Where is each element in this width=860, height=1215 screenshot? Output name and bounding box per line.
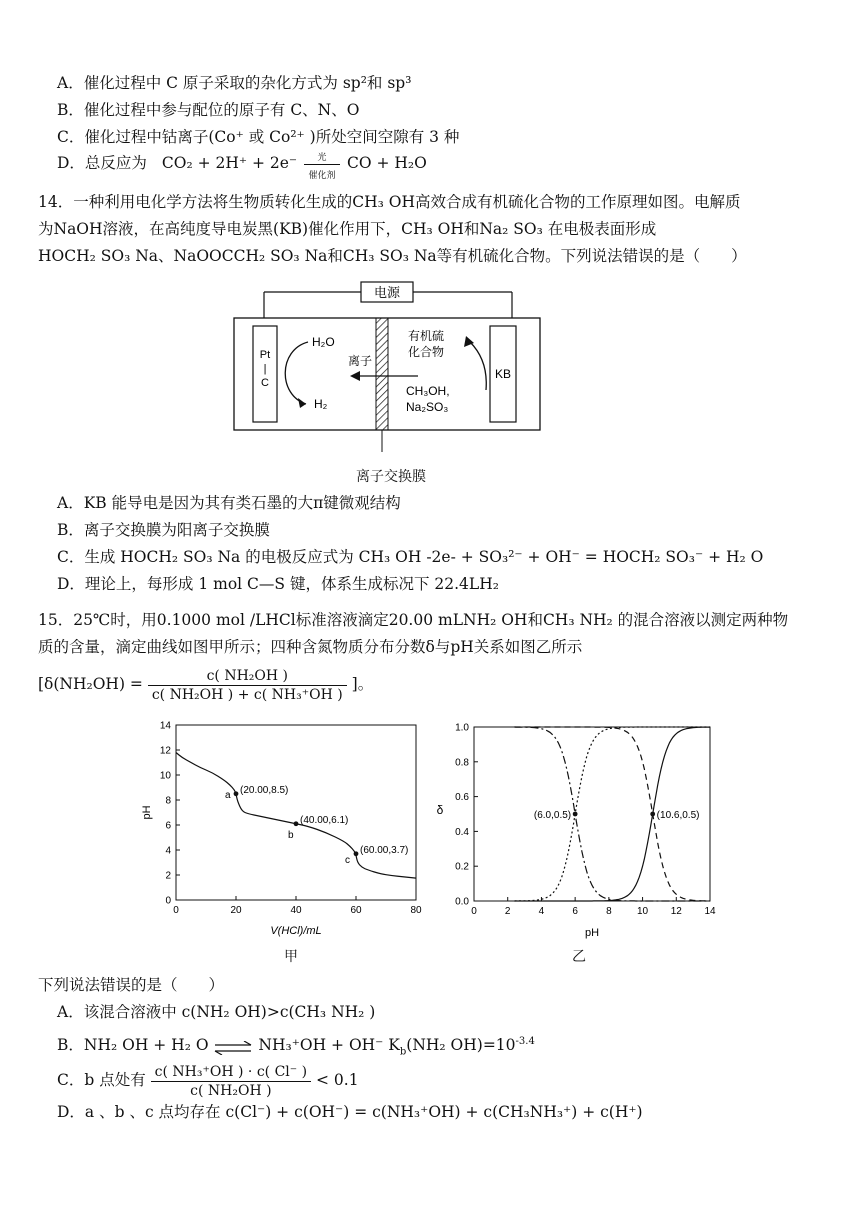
delta-definition <box>38 662 373 706</box>
point-c-label: c <box>345 854 350 866</box>
q15-b-left: B．NH₂ OH + H₂ O <box>57 1036 209 1055</box>
jia-y-tick-label: 0 <box>165 895 171 907</box>
crossing-point-label: (10.6,0.5) <box>656 810 700 821</box>
q15-b-exp: -3.4 <box>515 1036 535 1047</box>
q14-option-d: D．理论上，每形成 1 mol C—S 键，体系生成标况下 22.4LH₂ <box>57 575 499 593</box>
point-a-label: a <box>225 789 231 801</box>
ion-label: 离子 <box>348 354 373 368</box>
q15-c-suffix: < 0.1 <box>316 1071 359 1089</box>
electrode-label-c: C <box>261 377 269 389</box>
point-a <box>234 791 239 796</box>
q13-d-right: CO + H₂O <box>347 154 427 172</box>
point-c <box>354 851 359 856</box>
q15-c-numerator: c( NH₃⁺OH ) · c( Cl⁻ ) <box>151 1063 311 1082</box>
q15-b-tail: (NH₂ OH)=10 <box>406 1036 516 1055</box>
jia-y-tick-label: 12 <box>159 745 171 757</box>
point-c-coords: (60.00,3.7) <box>360 844 409 856</box>
arrow-above-label: 光 <box>317 153 327 163</box>
kb-label: KB <box>494 367 512 381</box>
yi-x-tick-label: 14 <box>704 906 716 917</box>
yi-x-tick-label: 12 <box>670 906 682 917</box>
delta-def-left: [δ(NH₂OH) = <box>38 675 143 693</box>
delta-def-right: ]。 <box>351 675 374 693</box>
q14-option-b: B．离子交换膜为阳离子交换膜 <box>57 521 270 539</box>
reactant-label-2: Na₂SO₃ <box>406 400 449 414</box>
yi-y-axis-label: δ <box>436 803 444 817</box>
q14-stem-line3: HOCH₂ SO₃ Na、NaOOCCH₂ SO₃ Na和CH₃ SO₃ Na等有机硫化合物。下列说法错误的是（ ） <box>38 247 747 265</box>
q15-option-c <box>57 1058 359 1102</box>
power-source-label: 电源 <box>373 285 401 300</box>
point-b-label: b <box>288 829 294 841</box>
distribution-chart <box>430 715 730 945</box>
jia-x-axis-label: V(HCl)/mL <box>270 925 322 937</box>
equilibrium-arrow-icon <box>213 1039 253 1053</box>
q15-option-d: D．a 、b 、c 点均存在 c(Cl⁻) + c(OH⁻) = c(NH₃⁺OH) + c(CH₃NH₃⁺) + c(H⁺) <box>57 1103 643 1121</box>
q13-option-d <box>57 152 427 181</box>
q13-option-b: B．催化过程中参与配位的原子有 C、N、O <box>57 101 360 119</box>
crossing-point <box>650 812 655 817</box>
yi-x-tick-label: 4 <box>538 906 545 917</box>
q14-stem-line1: 14．一种利用电化学方法将生物质转化生成的CH₃ OH高效合成有机硫化合物的工作原理如图。电解质 <box>38 193 741 211</box>
point-a-coords: (20.00,8.5) <box>240 784 289 796</box>
q13-d-left: CO₂ + 2H⁺ + 2e⁻ <box>161 154 298 172</box>
jia-y-tick-label: 10 <box>159 770 171 782</box>
crossing-point-label: (6.0,0.5) <box>533 810 572 821</box>
ion-exchange-membrane <box>376 318 388 430</box>
yi-x-tick-label: 2 <box>504 906 511 917</box>
jia-x-tick-label: 60 <box>350 905 362 916</box>
chart-yi-caption: 乙 <box>572 949 586 965</box>
h2-label: H₂ <box>314 397 328 411</box>
electrode-label-bar: | <box>263 363 267 375</box>
h2o-label: H₂O <box>312 335 335 349</box>
chart-jia-caption: 甲 <box>284 949 298 965</box>
jia-y-tick-label: 8 <box>165 795 171 807</box>
reactant-label-1: CH₃OH, <box>406 384 450 398</box>
q15-option-a: A．该混合溶液中 c(NH₂ OH)>c(CH₃ NH₂ ) <box>57 1003 376 1021</box>
delta-denominator: c( NH₂OH ) + c( NH₃⁺OH ) <box>151 686 343 703</box>
jia-y-tick-label: 6 <box>165 820 171 832</box>
q13-option-a: A．催化过程中 C 原子采取的杂化方式为 sp²和 sp³ <box>57 74 412 92</box>
jia-y-tick-label: 4 <box>165 845 171 857</box>
jia-x-tick-label: 80 <box>410 905 422 916</box>
point-b-coords: (40.00,6.1) <box>300 814 349 826</box>
q15-stem-line2: 质的含量，滴定曲线如图甲所示；四种含氮物质分布分数δ与pH关系如图乙所示 <box>38 638 583 656</box>
jia-x-tick-label: 0 <box>173 905 179 916</box>
q13-d-prefix: D．总反应为 <box>57 154 147 172</box>
electrode-label-pt: Pt <box>259 349 271 361</box>
yi-x-tick-label: 0 <box>471 906 477 917</box>
q15-c-fraction <box>151 1063 311 1100</box>
yi-y-tick-label: 0.0 <box>455 896 469 908</box>
q14-stem-line2: 为NaOH溶液，在高纯度导电炭黑(KB)催化作用下，CH₃ OH和Na₂ SO₃ 在电极表面形成 <box>38 220 657 238</box>
yi-y-tick-label: 0.4 <box>455 826 469 838</box>
q15-stem-line1: 15．25℃时，用0.1000 mol /LHCl标准溶液滴定20.00 mLNH₂ OH和CH₃ NH₂ 的混合溶液以测定两种物 <box>38 611 789 629</box>
jia-y-tick-label: 2 <box>165 870 171 882</box>
yi-y-tick-label: 0.6 <box>455 792 469 804</box>
product-label-2: 化合物 <box>408 345 445 359</box>
yi-x-tick-label: 10 <box>637 906 649 917</box>
jia-y-tick-label: 14 <box>159 720 171 732</box>
jia-x-tick-label: 40 <box>290 905 302 916</box>
yi-y-tick-label: 1.0 <box>455 722 469 734</box>
product-label-1: 有机硫 <box>408 329 445 343</box>
q14-option-c: C．生成 HOCH₂ SO₃ Na 的电极反应式为 CH₃ OH -2e- + SO₃²⁻ + OH⁻ = HOCH₂ SO₃⁻ + H₂ O <box>57 548 764 566</box>
point-b <box>294 821 299 826</box>
q15-c-denominator: c( NH₂OH ) <box>190 1082 272 1099</box>
crossing-point <box>573 812 578 817</box>
q13-option-c: C．催化过程中钴离子(Co⁺ 或 Co²⁺ )所处空间空隙有 3 种 <box>57 128 460 146</box>
q15-b-right: NH₃⁺OH + OH⁻ K <box>258 1036 400 1055</box>
yi-x-tick-label: 8 <box>606 906 612 917</box>
yi-y-tick-label: 0.2 <box>455 861 469 873</box>
delta-fraction <box>148 667 347 704</box>
arrow-below-label: 催化剂 <box>308 171 336 181</box>
membrane-caption: 离子交换膜 <box>356 469 426 485</box>
titration-curve <box>176 753 416 879</box>
delta-numerator: c( NH₂OH ) <box>148 667 347 686</box>
titration-chart <box>128 715 428 940</box>
yi-y-tick-label: 0.8 <box>455 757 469 769</box>
jia-y-axis-label: pH <box>141 805 153 820</box>
q15-c-prefix: C．b 点处有 <box>57 1071 146 1089</box>
q14-option-a: A．KB 能导电是因为其有类石墨的大π键微观结构 <box>57 494 401 512</box>
q15-b-sub: b <box>399 1046 407 1058</box>
yi-x-tick-label: 6 <box>572 906 578 917</box>
jia-x-tick-label: 20 <box>230 905 242 916</box>
yi-x-axis-label: pH <box>584 927 600 939</box>
reaction-arrow <box>302 153 342 181</box>
electrolysis-diagram <box>228 280 550 460</box>
q15-ask: 下列说法错误的是（ ） <box>38 976 225 994</box>
